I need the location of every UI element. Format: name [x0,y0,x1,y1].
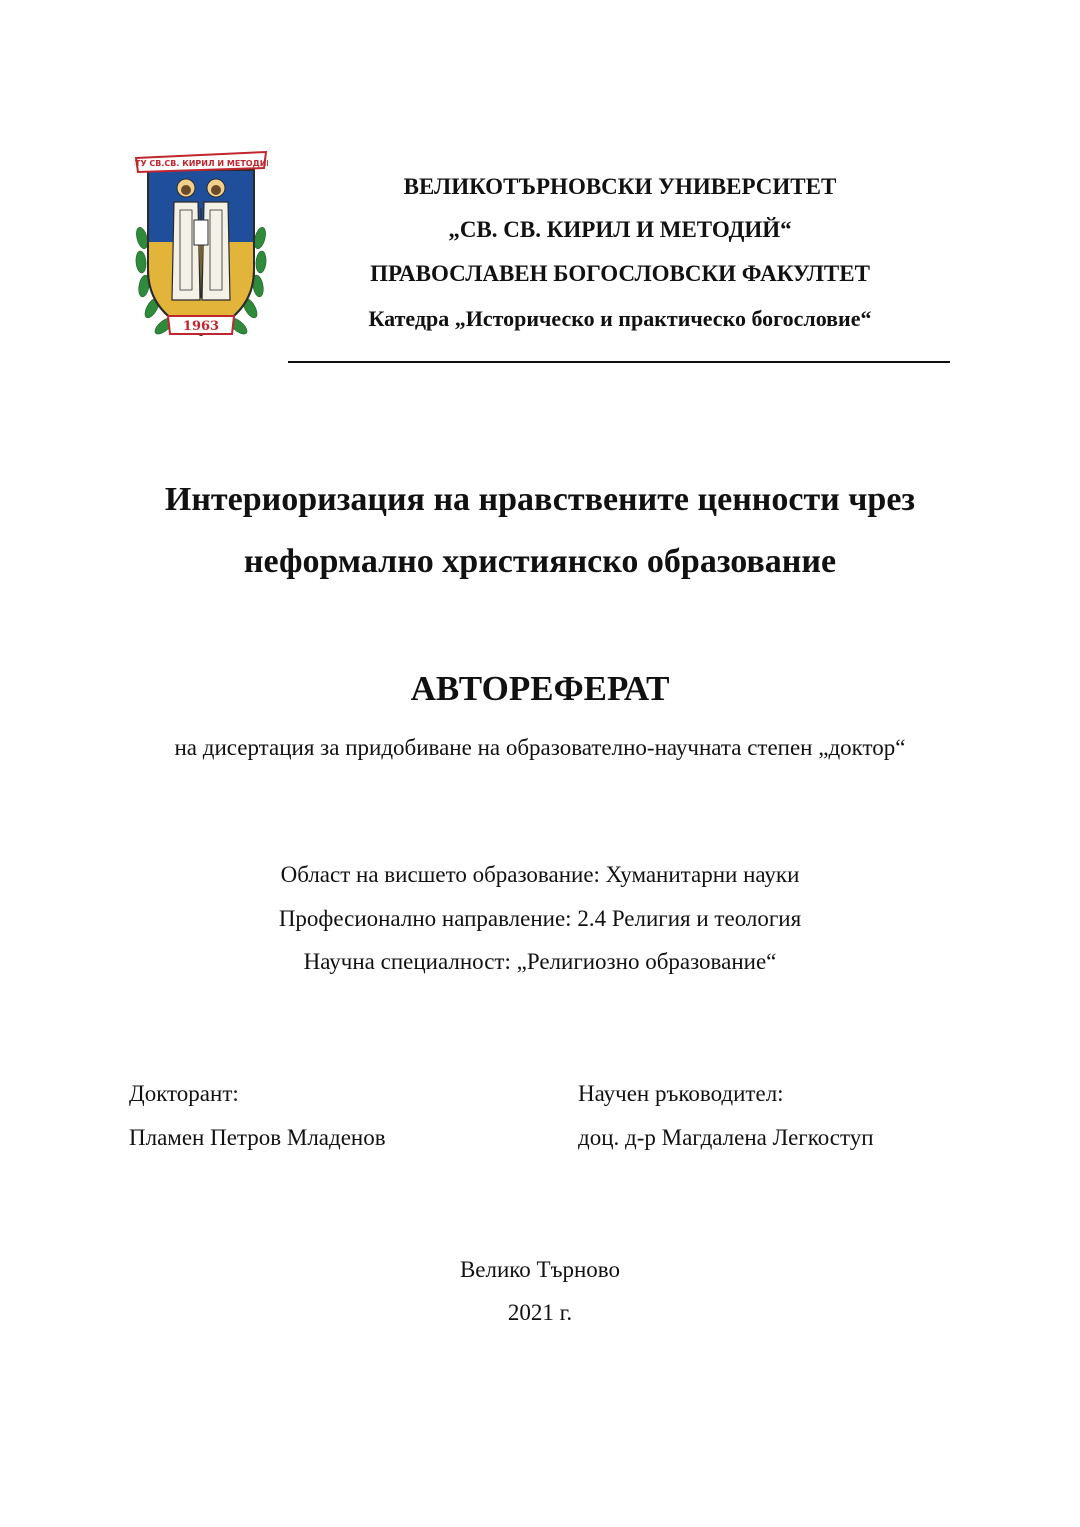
university-title: ВЕЛИКОТЪРНОВСКИ УНИВЕРСИТЕТ [403,174,837,199]
dissertation-title-line-1: Интериоризация на нравствените ценности чрез [164,481,916,518]
document-type-heading: АВТОРЕФЕРАТ [410,669,670,708]
header-divider [288,361,950,363]
svg-text:1963: 1963 [182,319,220,334]
field-specialty: Научна специалност: „Религиозно образование“ [303,949,777,974]
supervisor-label: Научен ръководител: [578,1081,784,1106]
field-direction: Професионално направление: 2.4 Религия и теология [278,906,802,931]
field-area: Област на висшето образование: Хуманитарни науки [280,862,800,887]
university-crest-icon [134,150,268,350]
supervisor-name: доц. д-р Магдалена Легкоступ [578,1125,874,1150]
dissertation-title-line-2: неформално християнско образование [243,543,837,580]
footer-year: 2021 г. [507,1300,573,1325]
university-name: „СВ. СВ. КИРИЛ И МЕТОДИЙ“ [448,217,792,242]
department-name: Катедра „Историческо и практическо богословие“ [368,306,872,331]
doctoral-student-name: Пламен Петров Младенов [129,1125,386,1150]
document-subtitle: на дисертация за придобиване на образователно-научната степен „доктор“ [174,735,906,760]
footer-city: Велико Търново [459,1257,621,1282]
doctoral-student-label: Докторант: [129,1081,239,1106]
svg-text:ВТУ СВ.СВ. КИРИЛ И МЕТОДИЙ: ВТУ СВ.СВ. КИРИЛ И МЕТОДИЙ [134,159,268,168]
faculty-name: ПРАВОСЛАВЕН БОГОСЛОВСКИ ФАКУЛТЕТ [370,261,870,286]
